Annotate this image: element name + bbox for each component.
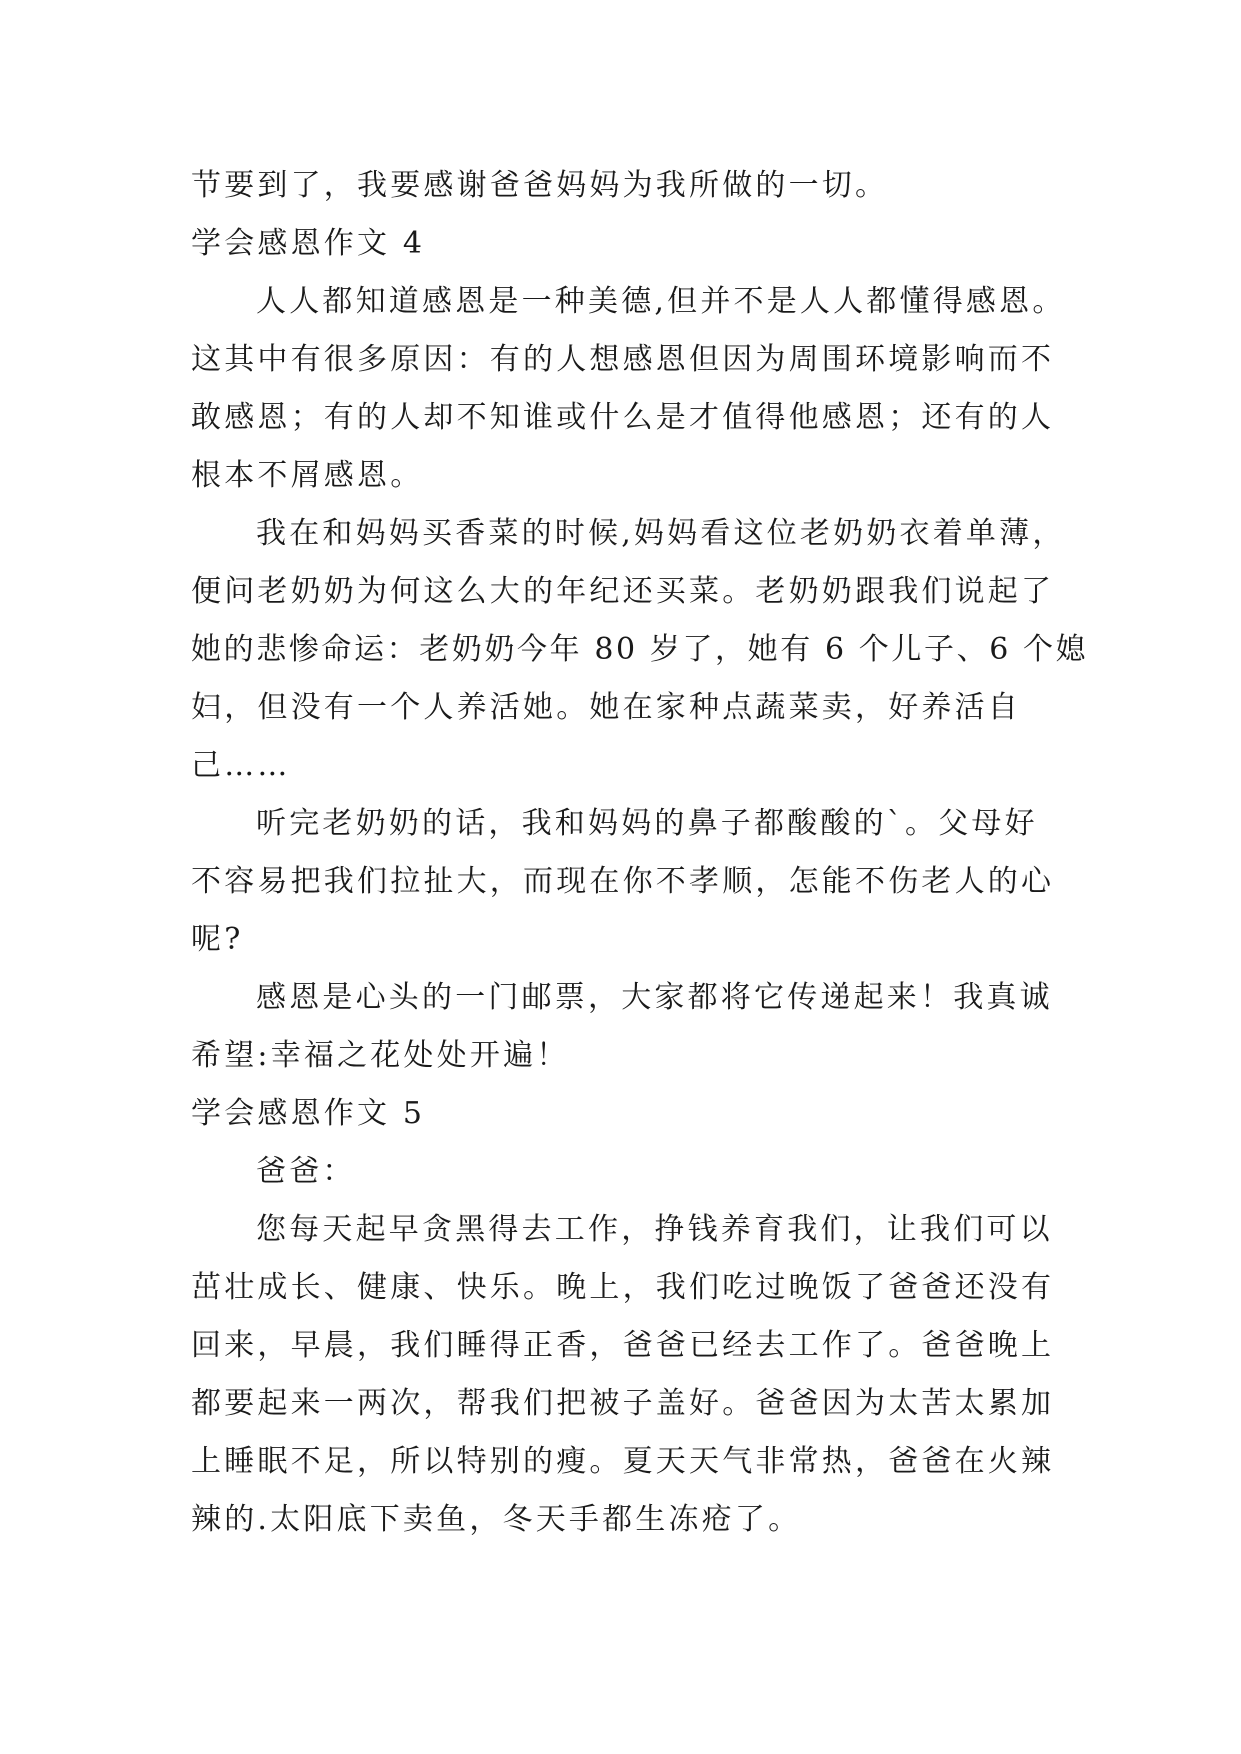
text-line: 希望:幸福之花处处开遍！ [191, 1038, 570, 1073]
text-line: 这其中有很多原因：有的人想感恩但因为周围环境影响而不 [191, 342, 1055, 377]
text-line: 根本不屑感恩。 [191, 458, 424, 493]
paragraph-line: 感恩是心头的一门邮票，大家都将它传递起来！我真诚 [256, 980, 1053, 1015]
text-line: 回来，早晨，我们睡得正香，爸爸已经去工作了。爸爸晚上 [191, 1328, 1055, 1363]
text-line: 妇，但没有一个人养活她。她在家种点蔬菜卖，好养活自 [191, 690, 1021, 725]
text-line: 辣的.太阳底下卖鱼，冬天手都生冻疮了。 [191, 1502, 802, 1537]
text-line: 她的悲惨命运：老奶奶今年 80 岁了，她有 6 个儿子、6 个媳 [191, 632, 1089, 667]
text-line: 不容易把我们拉扯大，而现在你不孝顺，怎能不伤老人的心 [191, 864, 1055, 899]
text-line: 己…… [191, 748, 291, 783]
paragraph-line: 听完老奶奶的话，我和妈妈的鼻子都酸酸的`。父母好 [256, 806, 1038, 841]
paragraph-line: 人人都知道感恩是一种美德,但并不是人人都懂得感恩。 [256, 284, 1066, 319]
text-line: 敢感恩；有的人却不知谁或什么是才值得他感恩；还有的人 [191, 400, 1055, 435]
text-line: 都要起来一两次，帮我们把被子盖好。爸爸因为太苦太累加 [191, 1386, 1055, 1421]
text-line: 便问老奶奶为何这么大的年纪还买菜。老奶奶跟我们说起了 [191, 574, 1055, 609]
text-line: 茁壮成长、健康、快乐。晚上，我们吃过晚饭了爸爸还没有 [191, 1270, 1055, 1305]
text-line: 上睡眠不足，所以特别的瘦。夏天天气非常热，爸爸在火辣 [191, 1444, 1055, 1479]
section-heading: 学会感恩作文 5 [191, 1096, 426, 1131]
paragraph-line: 爸爸： [256, 1154, 356, 1189]
text-line: 节要到了，我要感谢爸爸妈妈为我所做的一切。 [191, 168, 889, 203]
paragraph-line: 我在和妈妈买香菜的时候,妈妈看这位老奶奶衣着单薄， [256, 516, 1066, 551]
section-heading: 学会感恩作文 4 [191, 226, 426, 261]
text-line: 呢? [191, 922, 244, 957]
paragraph-line: 您每天起早贪黑得去工作，挣钱养育我们，让我们可以 [256, 1212, 1053, 1247]
